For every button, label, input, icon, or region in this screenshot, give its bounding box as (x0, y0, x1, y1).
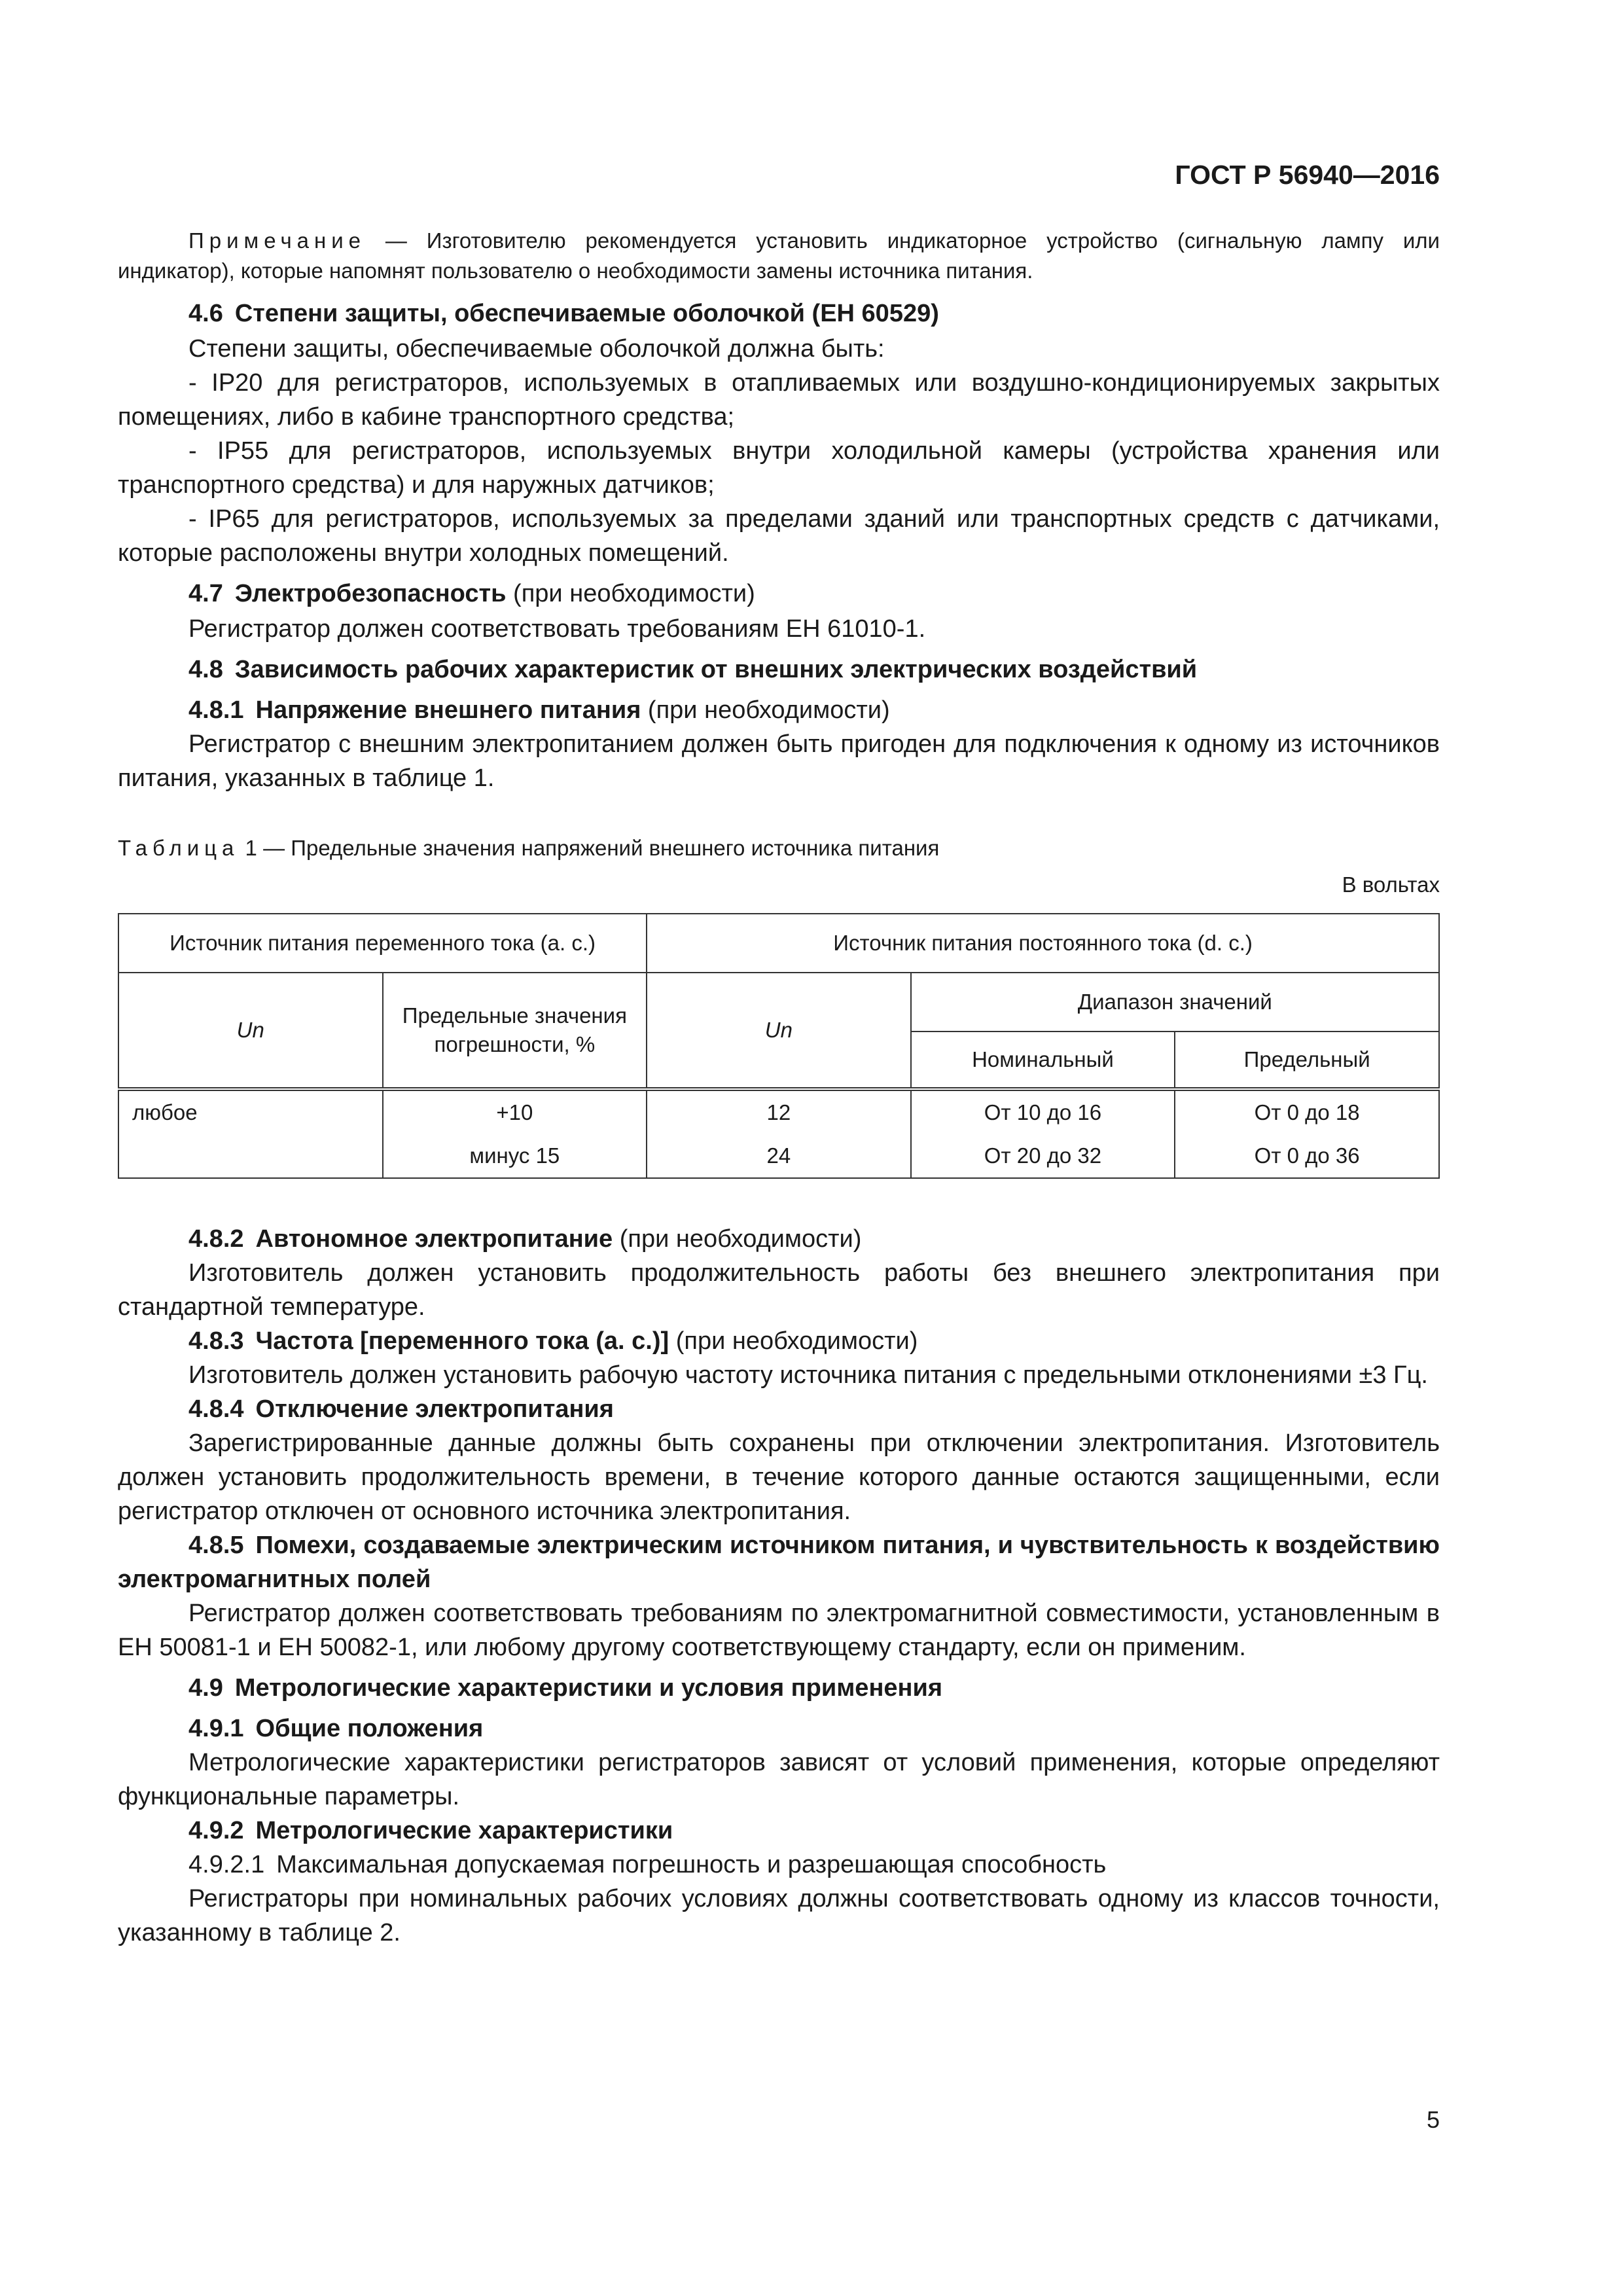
table-cell: 12 (647, 1089, 910, 1134)
section-number: 4.9.2 (188, 1817, 244, 1844)
section-title: Степени защиты, обеспечиваемые оболочкой (ЕН 60529) (234, 300, 939, 327)
voltage-limits-table (118, 913, 1440, 1179)
section-title: Напряжение внешнего питания (255, 696, 641, 724)
table-header-ac: Источник питания переменного тока (a. c.) (118, 914, 647, 973)
list-item: - IP65 для регистраторов, используемых за пределами зданий или транспортных средств с датчиками, которые расположены внутри холодных помещений. (118, 505, 1440, 567)
section-4-9-2-heading (118, 1814, 1440, 1848)
table-header-tolerance: Предельные значения погрешности, % (383, 973, 647, 1089)
section-number: 4.8.1 (188, 696, 244, 724)
section-title: Отключение электропитания (255, 1395, 614, 1423)
section-4-9-2-1-heading (118, 1848, 1440, 1882)
paragraph: Регистратор должен соответствовать требованиям ЕН 61010-1. (188, 615, 926, 643)
table-cell: 24 (647, 1134, 910, 1178)
page-number: 5 (1426, 2106, 1440, 2133)
section-qualifier: (при необходимости) (506, 580, 755, 607)
table-cell: +10 (383, 1089, 647, 1134)
table-caption (118, 833, 1440, 863)
section-title: Помехи, создаваемые электрическим источником питания, и чувствительность к воздействию электромагнитных полей (118, 1532, 1440, 1593)
table-header-dc: Источник питания постоянного тока (d. c.) (647, 914, 1439, 973)
table-caption-text: 1 — Предельные значения напряжений внешнего источника питания (239, 836, 940, 860)
section-4-9-heading (118, 1671, 1440, 1705)
section-qualifier: (при необходимости) (613, 1225, 862, 1253)
table-caption-label: Таблица (118, 836, 240, 860)
note-label: Примечание (188, 228, 366, 253)
section-title: Автономное электропитание (255, 1225, 613, 1253)
section-number: 4.8.2 (188, 1225, 244, 1253)
section-qualifier: (при необходимости) (669, 1327, 918, 1355)
section-title: Электробезопасность (234, 580, 507, 607)
section-number: 4.6 (188, 300, 223, 327)
table-cell: От 10 до 16 (911, 1089, 1175, 1134)
page-content (118, 226, 1440, 1950)
paragraph: Изготовитель должен установить продолжительность работы без внешнего электропитания при стандартной температуре. (118, 1259, 1440, 1321)
standard-designation: ГОСТ Р 56940—2016 (1175, 160, 1440, 190)
table-header-un-dc: Un (647, 973, 910, 1089)
table-cell: любое (118, 1089, 383, 1134)
table-cell: От 0 до 36 (1175, 1134, 1439, 1178)
table-cell (118, 1134, 383, 1178)
table-cell: От 20 до 32 (911, 1134, 1175, 1178)
section-title: Метрологические характеристики и условия применения (234, 1674, 943, 1702)
section-number: 4.9 (188, 1674, 223, 1702)
table-cell: минус 15 (383, 1134, 647, 1178)
section-number: 4.8.5 (188, 1532, 244, 1559)
section-4-8-3-heading (118, 1324, 1440, 1358)
paragraph: Регистратор с внешним электропитанием должен быть пригоден для подключения к одному из источников питания, указанных в таблице 1. (118, 730, 1440, 792)
paragraph: Изготовитель должен установить рабочую частоту источника питания с предельными отклонениями ±3 Гц. (188, 1361, 1428, 1389)
list-item: - IP20 для регистраторов, используемых в отапливаемых или воздушно-кондиционируемых закрытых помещениях, либо в кабине транспортного средства; (118, 369, 1440, 431)
section-title: Общие положения (255, 1715, 484, 1742)
section-4-7-heading (118, 577, 1440, 611)
section-title: Зависимость рабочих характеристик от внешних электрических воздействий (234, 656, 1198, 683)
paragraph: Зарегистрированные данные должны быть сохранены при отключении электропитания. Изготовитель должен установить продолжительность времени, в течение которого данные остаются защищенными, если регистратор отключен от основного источника электропитания. (118, 1429, 1440, 1525)
section-number: 4.8.3 (188, 1327, 244, 1355)
section-title: Метрологические характеристики (255, 1817, 673, 1844)
section-number: 4.8.4 (188, 1395, 244, 1423)
table-row (118, 1089, 1439, 1134)
section-qualifier: (при необходимости) (641, 696, 890, 724)
note-paragraph (118, 226, 1440, 286)
section-number: 4.9.1 (188, 1715, 244, 1742)
section-number: 4.9.2.1 (188, 1851, 265, 1878)
section-4-8-2-heading (118, 1222, 1440, 1256)
section-4-8-1-heading (118, 693, 1440, 727)
table-cell: От 0 до 18 (1175, 1089, 1439, 1134)
section-4-8-heading (118, 653, 1440, 687)
paragraph: Метрологические характеристики регистраторов зависят от условий применения, которые определяют функциональные параметры. (118, 1749, 1440, 1810)
table-header-limit: Предельный (1175, 1031, 1439, 1089)
section-number: 4.7 (188, 580, 223, 607)
section-title: Частота [переменного тока (a. c.)] (255, 1327, 669, 1355)
paragraph: Регистраторы при номинальных рабочих условиях должны соответствовать одному из классов точности, указанному в таблице 2. (118, 1885, 1440, 1946)
table-row (118, 1134, 1439, 1178)
section-4-8-4-heading (118, 1392, 1440, 1426)
section-number: 4.8 (188, 656, 223, 683)
section-4-8-5-heading (118, 1528, 1440, 1596)
section-4-6-heading (118, 296, 1440, 331)
list-item: - IP55 для регистраторов, используемых внутри холодильной камеры (устройства хранения или транспортного средства) и для наружных датчиков; (118, 437, 1440, 499)
paragraph: Степени защиты, обеспечиваемые оболочкой должна быть: (188, 335, 885, 363)
table-header-nominal: Номинальный (911, 1031, 1175, 1089)
section-4-9-1-heading (118, 1712, 1440, 1746)
note-text: — Изготовителю рекомендуется установить индикаторное устройство (сигнальную лампу или индикатор), которые напомнят пользователю о необходимости замены источника питания. (118, 228, 1440, 283)
table-header-range: Диапазон значений (911, 973, 1439, 1031)
table-unit: В вольтах (1342, 872, 1440, 897)
table-header-un-ac: Un (118, 973, 383, 1089)
section-title: Максимальная допускаемая погрешность и разрешающая способность (276, 1851, 1107, 1878)
paragraph: Регистратор должен соответствовать требованиям по электромагнитной совместимости, установленным в ЕН 50081-1 и ЕН 50082-1, или любому другому соответствующему стандарту, если он применим. (118, 1600, 1440, 1661)
